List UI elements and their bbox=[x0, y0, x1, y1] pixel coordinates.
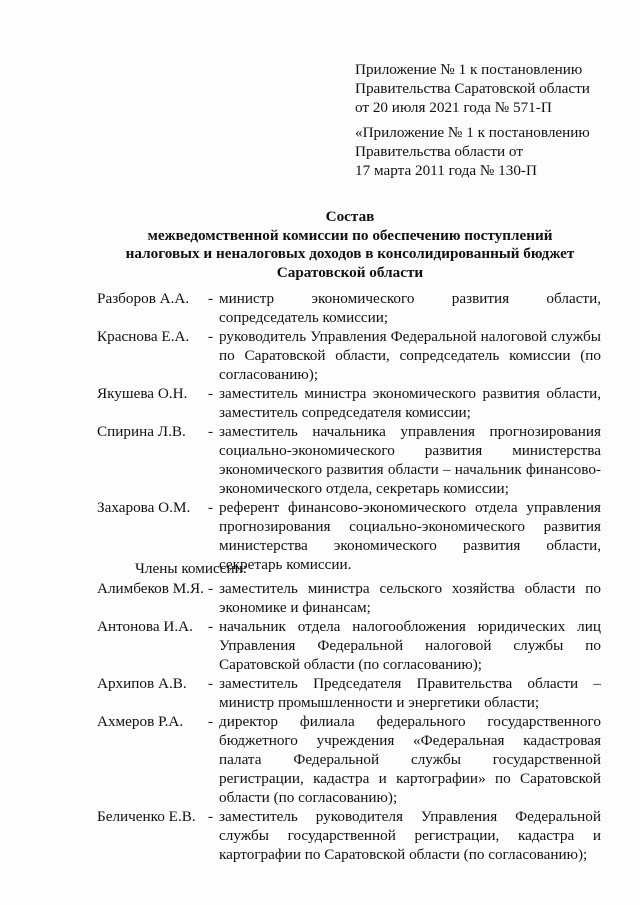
person-name: Алимбеков М.Я. bbox=[97, 580, 204, 597]
dash: - bbox=[208, 328, 214, 345]
list-item bbox=[97, 384, 601, 422]
dash: - bbox=[208, 713, 214, 730]
dash: - bbox=[208, 675, 214, 692]
members-list bbox=[97, 579, 601, 864]
dash: - bbox=[208, 385, 214, 402]
person-role bbox=[208, 712, 601, 807]
person-name: Ахмеров Р.А. bbox=[97, 713, 184, 730]
person-name: Беличенко Е.В. bbox=[97, 808, 196, 825]
dash: - bbox=[208, 808, 214, 825]
person-role bbox=[208, 327, 601, 384]
person-name: Разборов А.А. bbox=[97, 290, 190, 307]
dash: - bbox=[208, 290, 214, 307]
list-item bbox=[97, 674, 601, 712]
list-item bbox=[97, 422, 601, 498]
title-line: налоговых и неналоговых доходов в консолидированный бюджет bbox=[125, 245, 575, 262]
annex-line: Приложение № 1 к постановлению bbox=[355, 61, 583, 78]
title-line: Саратовской области bbox=[276, 263, 424, 281]
role-text: начальник отдела налогообложения юридических лиц Управления Федеральной налоговой службы по Саратовской области (по согласованию); bbox=[219, 618, 601, 673]
person-role bbox=[208, 617, 601, 674]
role-text: заместитель руководителя Управления Федеральной службы государственной регистрации, кадастра и картографии по Саратовской области (по согласованию); bbox=[219, 808, 601, 863]
title-line: межведомственной комиссии по обеспечению поступлений bbox=[147, 226, 553, 244]
document-title bbox=[90, 208, 610, 282]
leadership-list bbox=[97, 289, 601, 574]
dash: - bbox=[208, 618, 214, 635]
annex-line: от 20 июля 2021 года № 571-П bbox=[355, 99, 552, 116]
role-text: заместитель начальника управления прогнозирования социально-экономического развития министерства экономического развития области – начальник финансово-экономического отдела, секретарь комиссии; bbox=[219, 423, 601, 497]
role-text: заместитель министра экономического развития области, заместитель сопредседателя комиссии; bbox=[219, 385, 601, 421]
dash: - bbox=[208, 423, 214, 440]
person-name: Краснова Е.А. bbox=[97, 328, 190, 345]
annex-line: «Приложение № 1 к постановлению bbox=[355, 124, 590, 141]
person-role bbox=[208, 289, 601, 327]
annex-current-header bbox=[355, 60, 625, 117]
annex-line: Правительства Саратовской области bbox=[355, 80, 590, 97]
person-role bbox=[208, 579, 601, 617]
person-role bbox=[208, 384, 601, 422]
annex-line: 17 марта 2011 года № 130-П bbox=[355, 162, 537, 179]
list-item bbox=[97, 617, 601, 674]
person-name: Антонова И.А. bbox=[97, 618, 193, 635]
role-text: референт финансово-экономического отдела управления прогнозирования социально-экономического развития министерства экономического развития области, секретарь комиссии. bbox=[219, 499, 601, 573]
person-role bbox=[208, 807, 601, 864]
list-item bbox=[97, 579, 601, 617]
role-text: заместитель министра сельского хозяйства области по экономике и финансам; bbox=[219, 580, 601, 616]
role-text: руководитель Управления Федеральной налоговой службы по Саратовской области, сопредседатель комиссии (по согласованию); bbox=[219, 328, 601, 383]
list-item bbox=[97, 807, 601, 864]
annex-original-header bbox=[355, 123, 625, 180]
role-text: заместитель Председателя Правительства области – министр промышленности и энергетики области; bbox=[219, 675, 601, 711]
list-item bbox=[97, 289, 601, 327]
person-role bbox=[208, 674, 601, 712]
person-name: Спирина Л.В. bbox=[97, 423, 186, 440]
dash: - bbox=[208, 499, 214, 516]
list-item bbox=[97, 327, 601, 384]
title-line: Состав bbox=[325, 208, 375, 225]
dash: - bbox=[208, 580, 214, 597]
annex-line: Правительства области от bbox=[355, 143, 523, 160]
person-name: Якушева О.Н. bbox=[97, 385, 188, 402]
members-heading: Члены комиссии: bbox=[135, 560, 247, 577]
person-name: Архипов А.В. bbox=[97, 675, 187, 692]
list-item bbox=[97, 712, 601, 807]
person-role bbox=[208, 498, 601, 574]
person-name: Захарова О.М. bbox=[97, 499, 191, 516]
person-role bbox=[208, 422, 601, 498]
role-text: директор филиала федерального государственного бюджетного учреждения «Федеральная кадастровая палата Федеральной службы государственной регистрации, кадастра и картографии» по Саратовской области (по согласованию); bbox=[219, 713, 601, 806]
role-text: министр экономического развития области, сопредседатель комиссии; bbox=[219, 290, 601, 326]
